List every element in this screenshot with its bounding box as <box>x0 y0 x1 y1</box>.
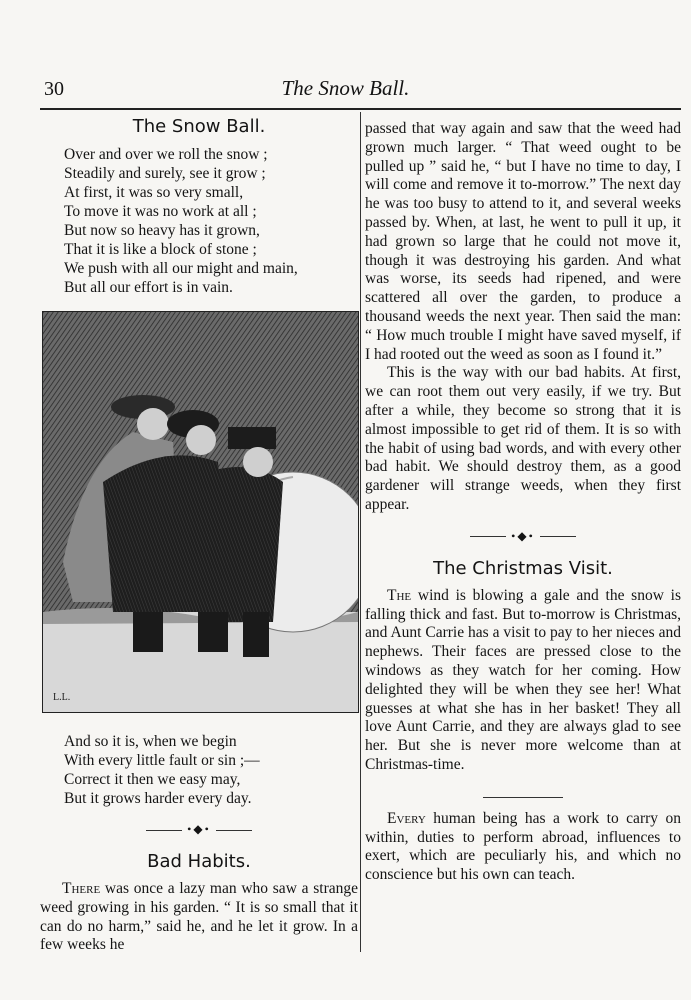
poem-line: With every little fault or sin ;— <box>64 752 260 769</box>
section-ornament: •◆• <box>40 822 358 837</box>
drop-lead-word: The <box>387 586 412 604</box>
poem-line: Steadily and surely, see it grow ; <box>64 165 266 182</box>
page-header <box>0 76 691 106</box>
poem-stanza-2 <box>64 732 358 808</box>
poem-line: But now so heavy has it grown, <box>64 222 260 239</box>
christmas-visit-paragraph: The wind is blowing a gale and the snow is falling thick and fast. But to-morrow is Christmas, and Aunt Carrie has a visit to pay to her nieces and nephews. Their faces are pressed close to the windows as they watch for her coming. How delighted they will be when they see her! What guesses at what she has in her basket! They all love Aunt Carrie, and they are always glad to see her. But she is never more welcome than at Christmas-time. <box>365 586 681 773</box>
poem-line: And so it is, when we begin <box>64 733 237 750</box>
poem-line: To move it was no work at all ; <box>64 203 257 220</box>
section-ornament: •◆• <box>365 529 681 544</box>
right-column <box>365 120 681 885</box>
running-title: The Snow Ball. <box>281 76 410 100</box>
bad-habits-paragraph-2: This is the way with our bad habits. At first, we can root them out very easily, if we try. But after a while, they become so strong that it is almost impossible to get rid of them. It is so with the habit of using bad words, and with every other bad habit. We should destroy them, as a good gardener will strange weeds, when they first appear. <box>365 364 681 513</box>
snowball-illustration <box>42 311 359 713</box>
left-column <box>40 116 358 955</box>
poem-line: Correct it then we easy may, <box>64 771 241 788</box>
column-divider <box>360 112 361 952</box>
closing-rule <box>483 797 563 798</box>
poem-line: At first, it was so very small, <box>64 184 244 201</box>
snow-ball-title: The Snow Ball. <box>132 116 266 137</box>
closing-paragraph: Every human being has a work to carry on within, duties to perform abroad, influences to exert, which are peculiarly his, and which no conscience but his own can teach. <box>365 809 681 884</box>
christmas-visit-title: The Christmas Visit. <box>433 557 613 579</box>
page-number: 30 <box>44 78 64 100</box>
bad-habits-title: Bad Habits. <box>147 851 251 872</box>
bad-habits-continued: passed that way again and saw that the weed had grown much larger. “ That weed ought to be pulled up ” said he, “ but I have no time to day, I will come and remove it to-morrow.” The next day he was too busy to attend to it, and several weeks passed by. When, at last, he went to pull it up, it had grown so large that he could not move it, though it was destroying his garden. And what was worse, its seeds had ripened, and were scattered all over the garden, to produce a thousand weeds the next year. Then said the man: “ How much trouble I might have saved myself, if I had rooted out the weed as soon as I found it.” <box>365 120 681 363</box>
drop-lead-word: There <box>62 880 101 897</box>
header-rule <box>40 108 681 110</box>
drop-lead-word: Every <box>387 809 426 827</box>
poem-stanza-1 <box>64 145 358 297</box>
poem-line: But it grows harder every day. <box>64 790 252 807</box>
poem-line: Over and over we roll the snow ; <box>64 146 268 163</box>
illustration-signature: L.L. <box>53 692 71 703</box>
bad-habits-paragraph-1: There was once a lazy man who saw a strange weed growing in his garden. “ It is so small that it can do no harm,” said he, and he let it grow. In a few weeks he <box>40 880 358 954</box>
poem-line: That it is like a block of stone ; <box>64 241 257 258</box>
poem-line: We push with all our might and main, <box>64 260 298 277</box>
poem-line: But all our effort is in vain. <box>64 279 233 296</box>
